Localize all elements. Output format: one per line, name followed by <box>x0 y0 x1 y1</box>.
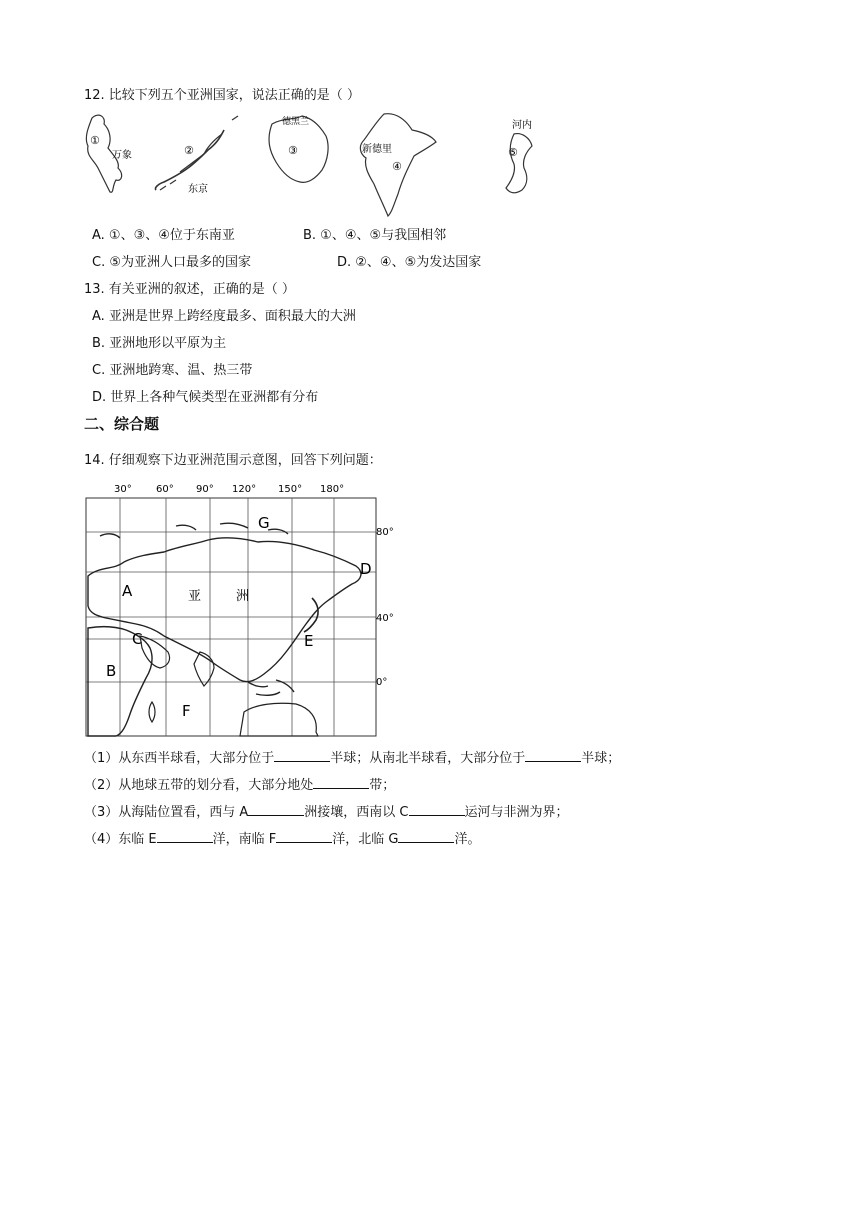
asia-range-map <box>80 476 400 738</box>
region-letter-b: B <box>106 662 117 680</box>
lon-label-180: 180° <box>320 484 345 495</box>
lon-label-60: 60° <box>156 484 174 495</box>
lon-label-150: 150° <box>278 484 303 495</box>
q14-part-1: （1）从东西半球看，大部分位于 半球；从南北半球看，大部分位于 半球； <box>84 751 621 766</box>
country-outlines-figure <box>76 110 536 220</box>
q12-option-c[interactable]: C. ⑤为亚洲人口最多的国家 <box>92 255 251 270</box>
region-letter-g: G <box>258 514 270 532</box>
country-2-capital: 东京 <box>188 184 208 195</box>
region-letter-c: C <box>132 630 143 648</box>
lat-label-40: 40° <box>376 613 394 624</box>
blank-eastern-western-hemisphere[interactable] <box>274 749 330 762</box>
q12-option-a[interactable]: A. ①、③、④位于东南亚 <box>92 228 235 243</box>
blank-ocean-e[interactable] <box>157 830 213 843</box>
country-1-capital: 万象 <box>112 150 132 161</box>
q12-option-d[interactable]: D. ②、④、⑤为发达国家 <box>337 255 482 270</box>
question-13-stem: 13. 有关亚洲的叙述，正确的是（ ） <box>84 282 295 297</box>
q13-option-a[interactable]: A. 亚洲是世界上跨经度最多、面积最大的大洲 <box>92 309 356 324</box>
country-5-capital: 河内 <box>512 120 532 131</box>
lon-label-120: 120° <box>232 484 257 495</box>
country-3-capital: 德黑兰 <box>282 117 310 127</box>
q13-option-b[interactable]: B. 亚洲地形以平原为主 <box>92 336 227 351</box>
blank-ocean-g[interactable] <box>398 830 454 843</box>
q12-option-b[interactable]: B. ①、④、⑤与我国相邻 <box>303 228 447 243</box>
lon-label-90: 90° <box>196 484 214 495</box>
country-4-outline <box>360 114 436 216</box>
country-3-number: ③ <box>288 144 298 157</box>
region-letter-d: D <box>360 560 372 578</box>
country-1-outline <box>86 115 132 192</box>
q14-part-4: （4）东临 E 洋，南临 F 洋，北临 G 洋。 <box>84 832 481 847</box>
region-letter-f: F <box>182 702 191 720</box>
section-2-title: 二、综合题 <box>84 415 160 433</box>
country-2-outline <box>155 116 238 195</box>
blank-ocean-f[interactable] <box>276 830 332 843</box>
country-5-outline <box>506 118 532 193</box>
blank-northern-southern-hemisphere[interactable] <box>525 749 581 762</box>
country-4-capital: 新德里 <box>362 144 392 155</box>
country-3-outline <box>269 115 328 182</box>
q13-option-c[interactable]: C. 亚洲地跨寒、温、热三带 <box>92 363 253 378</box>
blank-continent-a[interactable] <box>248 803 304 816</box>
blank-canal-c[interactable] <box>409 803 465 816</box>
q14-part-3: （3）从海陆位置看，西与 A 洲接壤，西南以 C 运河与非洲为界； <box>84 805 569 820</box>
q14-part-2: （2）从地球五带的划分看，大部分地处 带； <box>84 778 396 793</box>
question-12-stem: 12. 比较下列五个亚洲国家，说法正确的是（ ） <box>84 88 360 103</box>
continent-label-char-2: 洲 <box>236 589 250 604</box>
country-4-number: ④ <box>392 160 402 173</box>
country-2-number: ② <box>184 144 194 157</box>
lat-label-80: 80° <box>376 527 394 538</box>
continent-label-char-1: 亚 <box>188 589 202 604</box>
q13-option-d[interactable]: D. 世界上各种气候类型在亚洲都有分布 <box>92 390 319 405</box>
country-1-number: ① <box>90 134 100 147</box>
region-letter-a: A <box>122 582 133 600</box>
question-14-stem: 14. 仔细观察下边亚洲范围示意图，回答下列问题： <box>84 453 382 468</box>
lat-label-0: 0° <box>376 677 388 688</box>
lon-label-30: 30° <box>114 484 132 495</box>
country-5-number: ⑤ <box>508 146 518 159</box>
blank-temperature-zone[interactable] <box>313 776 369 789</box>
region-letter-e: E <box>304 632 314 650</box>
